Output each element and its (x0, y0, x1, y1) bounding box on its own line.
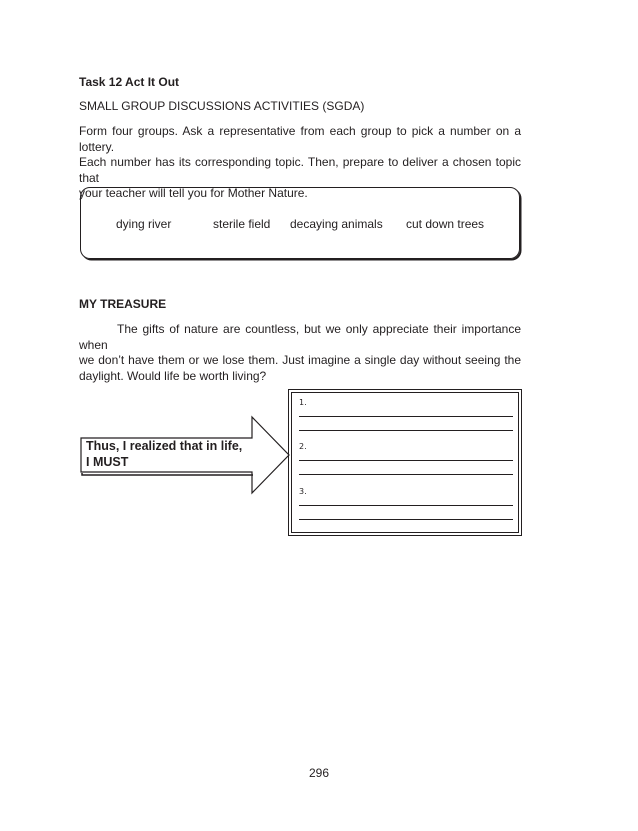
answer-line[interactable] (299, 460, 513, 461)
topic-cut-down-trees: cut down trees (406, 217, 485, 231)
topics-box (80, 187, 520, 259)
answer-line[interactable] (299, 505, 513, 506)
task-subtitle: SMALL GROUP DISCUSSIONS ACTIVITIES (SGDA) (79, 99, 365, 113)
instruction-line: Each number has its corresponding topic. Then, prepare to deliver a chosen topic that (79, 155, 521, 185)
instruction-line: your teacher will tell you for Mother Nature. (79, 186, 308, 200)
task-title: Task 12 Act It Out (79, 75, 180, 89)
answer-line[interactable] (299, 474, 513, 475)
paragraph-line: The gifts of nature are countless, but we only appreciate their importance when (79, 322, 521, 352)
answer-line[interactable] (299, 416, 513, 417)
answer-line[interactable] (299, 430, 513, 431)
instruction-line: Form four groups. Ask a representative from each group to pick a number on a lottery. (79, 124, 521, 154)
answer-box-inner (291, 392, 519, 533)
answer-line[interactable] (299, 519, 513, 520)
topic-decaying-animals: decaying animals (290, 217, 383, 231)
answer-number: 1. (299, 398, 307, 407)
answer-box (288, 389, 522, 536)
paragraph-line: daylight. Would life be worth living? (79, 368, 267, 383)
answer-number: 2. (299, 442, 307, 451)
treasure-paragraph (79, 322, 521, 384)
topic-sterile-field: sterile field (213, 217, 271, 231)
topic-dying-river: dying river (116, 217, 172, 231)
answer-number: 3. (299, 487, 307, 496)
treasure-title: MY TREASURE (79, 297, 167, 311)
paragraph-line: we don’t have them or we lose them. Just imagine a single day without seeing the (79, 353, 521, 367)
page-number: 296 (308, 766, 330, 780)
arrow-text-line: Thus, I realized that in life, (86, 439, 243, 453)
arrow-text (86, 438, 242, 470)
arrow-text-line: I MUST (86, 455, 129, 469)
